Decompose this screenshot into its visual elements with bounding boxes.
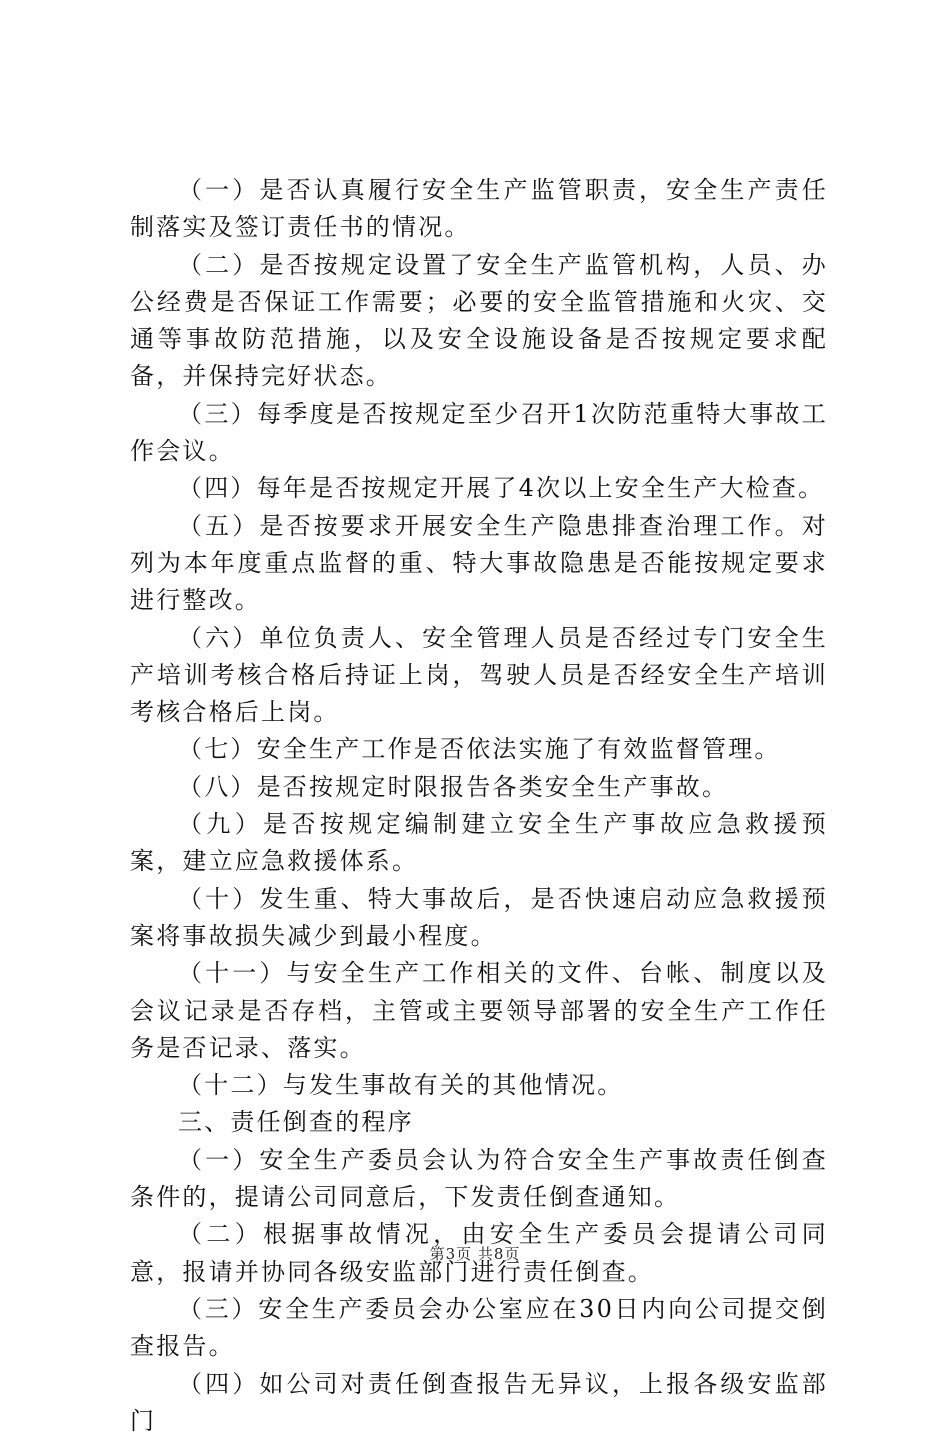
paragraph-7: （七）安全生产工作是否依法实施了有效监督管理。 xyxy=(130,731,828,768)
paragraph-12: （十二）与发生事故有关的其他情况。 xyxy=(130,1067,828,1104)
procedure-paragraph-1: （一）安全生产委员会认为符合安全生产事故责任倒查条件的，提请公司同意后，下发责任倒查通知。 xyxy=(130,1142,828,1217)
procedure-paragraph-4: （四）如公司对责任倒查报告无异议，上报各级安监部门 xyxy=(130,1366,828,1440)
paragraph-11: （十一）与安全生产工作相关的文件、台帐、制度以及会议记录是否存档，主管或主要领导部署的安全生产工作任务是否记录、落实。 xyxy=(130,955,828,1067)
paragraph-4: （四）每年是否按规定开展了4次以上安全生产大检查。 xyxy=(130,470,828,507)
section-heading: 三、责任倒查的程序 xyxy=(130,1104,828,1141)
procedure-paragraph-2: （二）根据事故情况，由安全生产委员会提请公司同意，报请并协同各级安监部门进行责任倒查。 xyxy=(130,1216,828,1291)
paragraph-2: （二）是否按规定设置了安全生产监管机构，人员、办公经费是否保证工作需要；必要的安全监管措施和火灾、交通等事故防范措施，以及安全设施设备是否按规定要求配备，并保持完好状态。 xyxy=(130,247,828,396)
page-number-footer: 第3页 共8页 xyxy=(0,1243,950,1264)
paragraph-1: （一）是否认真履行安全生产监管职责，安全生产责任制落实及签订责任书的情况。 xyxy=(130,172,828,247)
procedure-paragraph-3: （三）安全生产委员会办公室应在30日内向公司提交倒查报告。 xyxy=(130,1291,828,1366)
paragraph-5: （五）是否按要求开展安全生产隐患排查治理工作。对列为本年度重点监督的重、特大事故隐患是否能按规定要求进行整改。 xyxy=(130,508,828,620)
paragraph-9: （九）是否按规定编制建立安全生产事故应急救援预案，建立应急救援体系。 xyxy=(130,806,828,881)
paragraph-8: （八）是否按规定时限报告各类安全生产事故。 xyxy=(130,769,828,806)
paragraph-6: （六）单位负责人、安全管理人员是否经过专门安全生产培训考核合格后持证上岗，驾驶人员是否经安全生产培训考核合格后上岗。 xyxy=(130,620,828,732)
paragraph-3: （三）每季度是否按规定至少召开1次防范重特大事故工作会议。 xyxy=(130,396,828,471)
paragraph-10: （十）发生重、特大事故后，是否快速启动应急救援预案将事故损失减少到最小程度。 xyxy=(130,881,828,956)
